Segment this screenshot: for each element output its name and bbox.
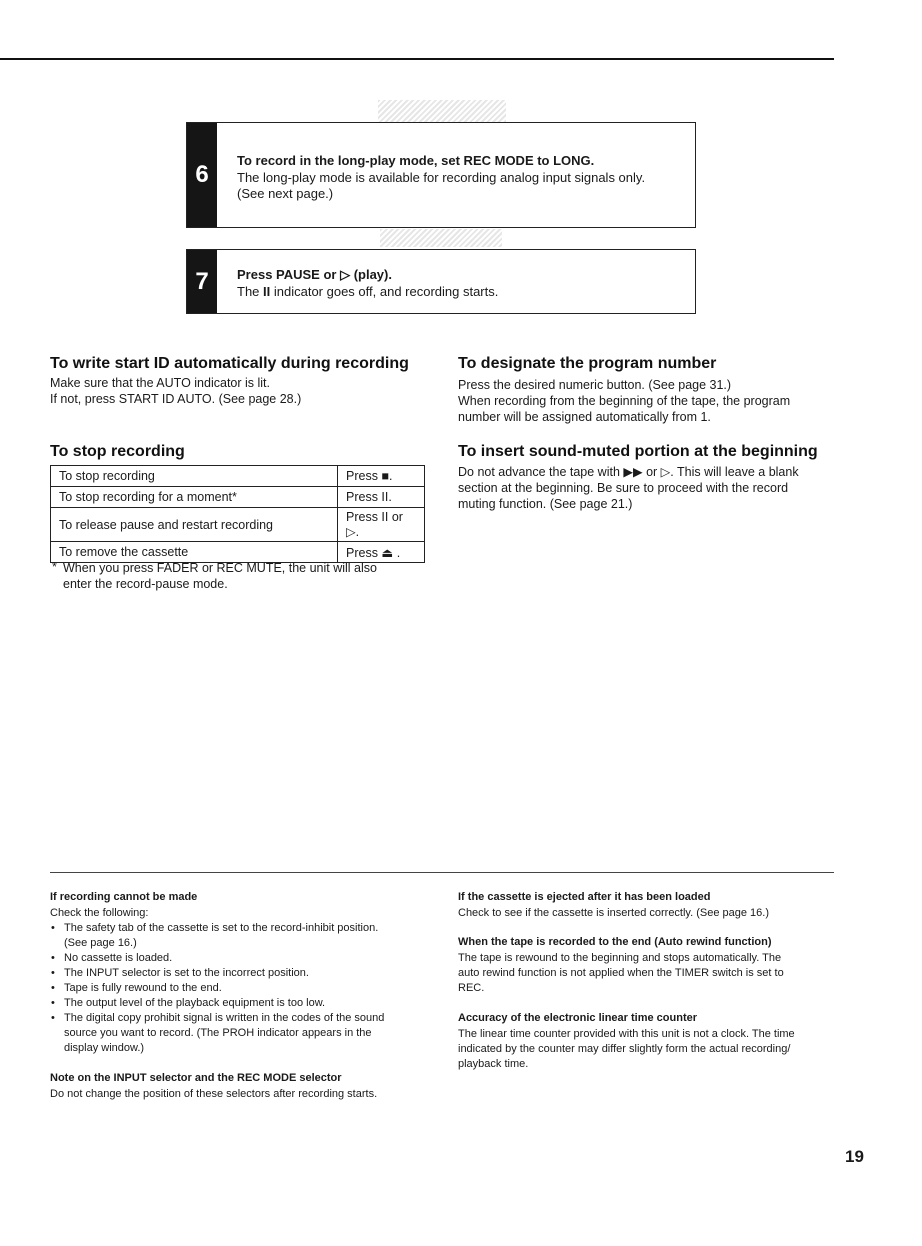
- heading-start-id: To write start ID automatically during recording: [50, 355, 409, 372]
- list-item: • The digital copy prohibit signal is written in the codes of the sound source you want to record. (The PROH indicator appears in the display window.): [64, 1011, 444, 1056]
- table-row: To remove the cassette Press ⏏ .: [51, 542, 425, 563]
- step-number: 6: [187, 123, 217, 227]
- list-item: • The output level of the playback equipment is too low.: [64, 996, 444, 1011]
- step-title: Press PAUSE or ▷ (play).: [237, 267, 392, 282]
- text-line: playback time.: [458, 1058, 529, 1070]
- scan-shading: [380, 229, 502, 247]
- heading-time-counter: Accuracy of the electronic linear time counter: [458, 1012, 698, 1024]
- check-list: [50, 921, 444, 1056]
- text-line: Check the following:: [50, 907, 149, 919]
- heading-program-number: To designate the program number: [458, 355, 717, 372]
- step-6-box: [186, 122, 696, 228]
- table-row: To stop recording for a moment* Press II.: [51, 487, 425, 508]
- stop-table: [50, 465, 425, 563]
- text-line: number will be assigned automatically from 1.: [458, 410, 711, 424]
- text-line: auto rewind function is not applied when the TIMER switch is set to: [458, 967, 784, 979]
- heading-stop-recording: To stop recording: [50, 443, 185, 460]
- top-rule: [0, 58, 834, 60]
- section-rule: [50, 872, 834, 873]
- table-row: To stop recording Press ■.: [51, 466, 425, 487]
- step-number: 7: [187, 250, 217, 313]
- text-line: If not, press START ID AUTO. (See page 28.): [50, 392, 302, 406]
- step-7-box: [186, 249, 696, 314]
- heading-cannot-record: If recording cannot be made: [50, 891, 198, 903]
- heading-cassette-ejected: If the cassette is ejected after it has been loaded: [458, 891, 711, 903]
- text-line: Do not advance the tape with ▶▶ or ▷. This will leave a blank: [458, 465, 799, 479]
- text-line: Make sure that the AUTO indicator is lit.: [50, 376, 271, 390]
- step-text: The long-play mode is available for recording analog input signals only.: [237, 170, 646, 185]
- list-item: • The INPUT selector is set to the incorrect position.: [64, 966, 444, 981]
- list-item: • The safety tab of the cassette is set to the record-inhibit position. (See page 16.): [64, 921, 444, 951]
- text-line: When recording from the beginning of the tape, the program: [458, 394, 791, 408]
- text-line: section at the beginning. Be sure to proceed with the record: [458, 481, 789, 495]
- step-text: (See next page.): [237, 186, 334, 201]
- footnote-mark: *: [52, 560, 57, 574]
- footnote: enter the record-pause mode.: [63, 577, 228, 591]
- list-item: • No cassette is loaded.: [64, 951, 444, 966]
- text-line: Press the desired numeric button. (See page 31.): [458, 378, 732, 392]
- text-line: Do not change the position of these selectors after recording starts.: [50, 1088, 378, 1100]
- heading-input-note: Note on the INPUT selector and the REC MODE selector: [50, 1072, 342, 1084]
- pause-symbol: II: [263, 284, 271, 299]
- text-line: The linear time counter provided with this unit is not a clock. The time: [458, 1028, 795, 1040]
- step-text: The II indicator goes off, and recording starts.: [237, 284, 499, 299]
- text-line: REC.: [458, 982, 485, 994]
- step-title: To record in the long-play mode, set REC MODE to LONG.: [237, 153, 595, 168]
- table-row: To release pause and restart recording Press II or ▷.: [51, 508, 425, 542]
- footnote: When you press FADER or REC MUTE, the unit will also: [63, 561, 377, 575]
- list-item: • Tape is fully rewound to the end.: [64, 981, 444, 996]
- text-line: Check to see if the cassette is inserted correctly. (See page 16.): [458, 907, 770, 919]
- heading-sound-muted: To insert sound-muted portion at the beginning: [458, 443, 818, 460]
- scan-shading: [378, 100, 506, 122]
- text-line: indicated by the counter may differ slightly form the actual recording/: [458, 1043, 791, 1055]
- text-line: muting function. (See page 21.): [458, 497, 633, 511]
- text-line: The tape is rewound to the beginning and stops automatically. The: [458, 952, 782, 964]
- heading-auto-rewind: When the tape is recorded to the end (Auto rewind function): [458, 936, 772, 948]
- page-number: 19: [845, 1147, 864, 1166]
